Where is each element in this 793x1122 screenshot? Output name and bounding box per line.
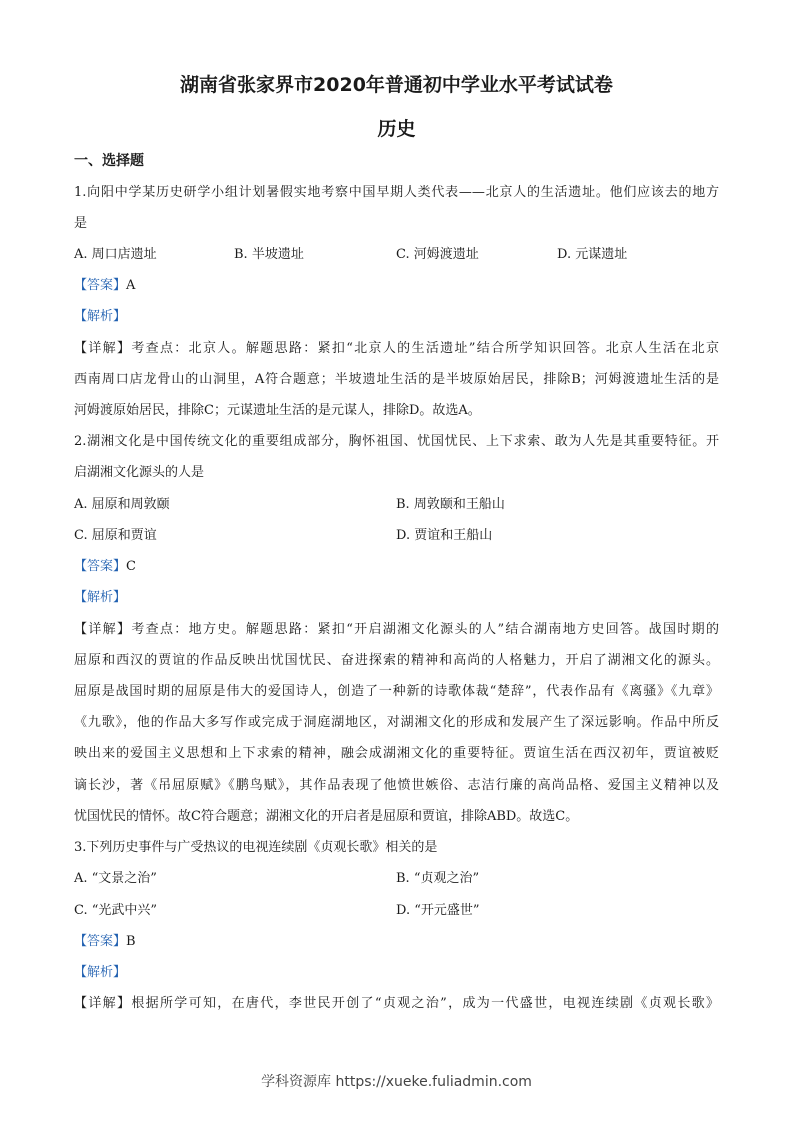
q1-option-a: A. 周口店遗址: [74, 247, 157, 262]
detail-text: 考查点：北京人。解题思路：紧扣“北京人的生活遗址”结合所学知识回答。北京人生活在北京: [131, 341, 719, 356]
detail-text: 根据所学可知，在唐代，李世民开创了“贞观之治”，成为一代盛世，电视连续剧《贞观长歌》: [131, 996, 719, 1011]
detail-tag: 【详解】: [74, 341, 132, 356]
q3-option-b: B. “贞观之治”: [396, 871, 480, 886]
q2-detail-line-6: 谪长沙，著《吊屈原赋》《鹏鸟赋》，其作品表现了他愤世嫉俗、志洁行廉的高尚品格、爱国主义精神以及: [74, 778, 719, 793]
q2-detail-line-5: 映出来的爱国主义思想和上下求索的精神，融会成湖湘文化的重要特征。贾谊生活在西汉初年，贾谊被贬: [74, 746, 719, 761]
q1-option-b: B. 半坡遗址: [234, 247, 304, 262]
detail-text: 考查点：地方史。解题思路：紧扣“开启湖湘文化源头的人”结合湖南地方史回答。战国时期的: [131, 622, 719, 637]
q1-option-c: C. 河姆渡遗址: [396, 247, 479, 262]
section-heading: 一、选择题: [74, 153, 144, 169]
q2-detail-line-2: 屈原和西汉的贾谊的作品反映出忧国忧民、奋进探索的精神和高尚的人格魅力，开启了湖湘文化的源头。: [74, 653, 719, 668]
q2-detail-line-7: 忧国忧民的情怀。故C符合题意；湖湘文化的开启者是屈原和贾谊，排除ABD。故选C。: [74, 809, 579, 824]
q1-detail-line-3: 河姆渡原始居民，排除C；元谋遗址生活的是元谋人，排除D。故选A。: [74, 403, 481, 418]
answer-tag: 【答案】: [74, 278, 127, 293]
q3-detail-line-1: [74, 995, 719, 1013]
q2-option-b: B. 周敦颐和王船山: [396, 497, 505, 512]
q2-detail-line-1: [74, 621, 719, 639]
q2-detail-line-3: 屈原是战国时期的屈原是伟大的爱国诗人，创造了一种新的诗歌体裁“楚辞”，代表作品有《离骚》《九章》: [74, 684, 719, 699]
answer-value: C: [126, 559, 136, 574]
q1-option-d: D. 元谋遗址: [557, 247, 628, 262]
q1-detail-line-1: [74, 340, 719, 358]
answer-tag: 【答案】: [74, 559, 127, 574]
q1-detail-line-2: 西南周口店龙骨山的山洞里，A符合题意；半坡遗址生活的是半坡原始居民，排除B；河姆渡遗址生活的是: [74, 372, 719, 387]
q3-option-d: D. “开元盛世”: [396, 903, 480, 918]
q2-option-c: C. 屈原和贾谊: [74, 528, 157, 543]
q1-stem-line-1: 1.向阳中学某历史研学小组计划暑假实地考察中国早期人类代表——北京人的生活遗址。他们应该去的地方: [74, 185, 719, 200]
q3-answer: [74, 933, 136, 951]
detail-tag: 【详解】: [74, 622, 132, 637]
q2-detail-line-4: 《九歌》，他的作品大多写作或完成于洞庭湖地区，对湖湘文化的形成和发展产生了深远影响。作品中所反: [74, 715, 719, 730]
detail-tag: 【详解】: [74, 996, 132, 1011]
q1-stem-line-2: 是: [74, 216, 88, 231]
q3-stem-line-1: 3.下列历史事件与广受热议的电视连续剧《贞观长歌》相关的是: [74, 840, 438, 855]
subject-title: 历史: [377, 118, 416, 140]
q2-analysis-tag: 【解析】: [74, 590, 127, 605]
q3-option-a: A. “文景之治”: [74, 871, 157, 886]
answer-value: B: [126, 934, 136, 949]
q3-analysis-tag: 【解析】: [74, 965, 127, 980]
q2-option-d: D. 贾谊和王船山: [396, 528, 493, 543]
q2-stem-line-1: 2.湖湘文化是中国传统文化的重要组成部分，胸怀祖国、忧国忧民、上下求索、敢为人先是其重要特征。开: [74, 434, 719, 449]
q3-option-c: C. “光武中兴”: [74, 903, 158, 918]
q2-answer: [74, 558, 136, 576]
document-title: 湖南省张家界市2020年普通初中学业水平考试试卷: [180, 74, 613, 96]
q1-answer: [74, 277, 135, 295]
q2-stem-line-2: 启湖湘文化源头的人是: [74, 465, 205, 480]
page-footer-watermark: 学科资源库 https://xueke.fuliadmin.com: [261, 1074, 532, 1090]
answer-tag: 【答案】: [74, 934, 127, 949]
q1-analysis-tag: 【解析】: [74, 309, 127, 324]
q2-option-a: A. 屈原和周敦颐: [74, 497, 170, 512]
answer-value: A: [126, 278, 136, 293]
